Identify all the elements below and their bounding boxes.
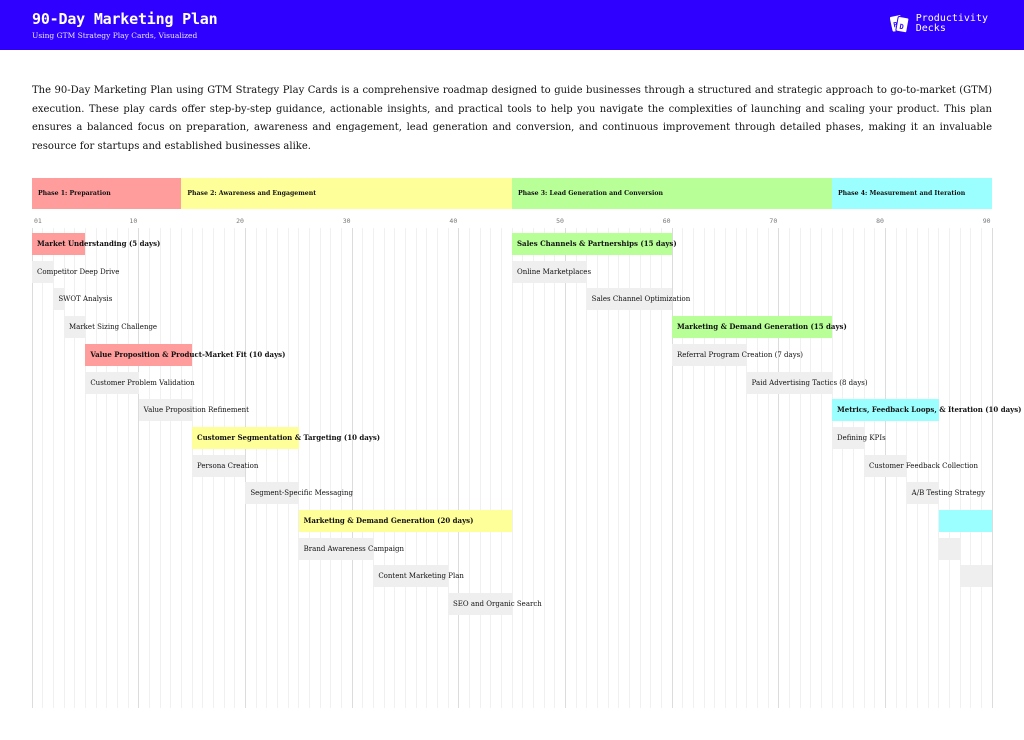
grid-line	[992, 228, 993, 708]
task-label: SWOT Analysis	[58, 295, 113, 304]
grid-line	[277, 228, 278, 708]
grid-line	[362, 228, 363, 708]
grid-line	[512, 228, 513, 708]
cards-icon	[890, 13, 910, 35]
task-label: Market Sizing Challenge	[69, 323, 158, 332]
svg-text:P: P	[892, 20, 899, 30]
grid-line	[533, 228, 534, 708]
task-label: Customer Problem Validation	[90, 378, 195, 387]
axis-tick-label: 80	[876, 217, 884, 225]
grid-line	[778, 228, 779, 708]
task-label: A/B Testing Strategy	[911, 489, 986, 498]
grid-line	[789, 228, 790, 708]
task-label: Segment-Specific Messaging	[250, 489, 353, 498]
grid-line	[746, 228, 747, 708]
grid-line	[522, 228, 523, 708]
page-title: 90-Day Marketing Plan	[32, 10, 218, 28]
header-bar	[0, 0, 1024, 50]
grid-line	[309, 228, 310, 708]
grid-line	[352, 228, 353, 708]
phase-band-4: Phase 4: Measurement and Iteration	[832, 178, 992, 209]
phase-band-1: Phase 1: Preparation	[32, 178, 181, 209]
axis-tick-label: 30	[342, 217, 351, 225]
task-label: Value Proposition & Product-Market Fit (10 days)	[90, 349, 286, 359]
grid-line	[288, 228, 289, 708]
grid-line	[42, 228, 43, 708]
page-subtitle: Using GTM Strategy Play Cards, Visualized	[32, 31, 198, 40]
brand-logo[interactable]	[890, 13, 988, 35]
phase-band-2: Phase 2: Awareness and Engagement	[181, 178, 512, 209]
grid-line	[544, 228, 545, 708]
task-label: Sales Channels & Partnerships (15 days)	[517, 239, 677, 248]
grid-line	[437, 228, 438, 708]
axis-tick-label: 10	[129, 217, 138, 225]
task-bar[interactable]	[960, 565, 992, 587]
logo-text-line2: Decks	[915, 23, 946, 34]
task-bar-group[interactable]	[939, 510, 992, 532]
task-label: Customer Feedback Collection	[869, 461, 979, 470]
task-label: SEO and Organic Search	[453, 600, 542, 609]
grid-line	[800, 228, 801, 708]
grid-line	[736, 228, 737, 708]
grid-line	[810, 228, 811, 708]
grid-line	[320, 228, 321, 708]
grid-line	[725, 228, 726, 708]
svg-text:D: D	[898, 22, 905, 32]
logo-text-line1: Productivity	[915, 13, 988, 24]
grid-line	[330, 228, 331, 708]
grid-line	[576, 228, 577, 708]
grid-line	[448, 228, 449, 708]
grid-line	[768, 228, 769, 708]
grid-line	[181, 228, 182, 708]
grid-line	[416, 228, 417, 708]
grid-line	[149, 228, 150, 708]
axis-tick-label: 01	[34, 217, 42, 225]
intro-paragraph: The 90-Day Marketing Plan using GTM Strategy Play Cards is a comprehensive roadmap designed to guide businesses through a structured and strategic approach to go-to-market (GTM) execution. These play cards offer step-by-step guidance, actionable insights, and practical tools to help you navigate the complexities of launching and scaling your product. This plan ensures a balanced focus on preparation, awareness and engagement, lead generation and conversion, and continuous improvement through detailed phases, making it an invaluable resource for startups and established businesses alike.	[32, 85, 992, 152]
grid-line	[373, 228, 374, 708]
grid-line	[298, 228, 299, 708]
task-label: Customer Segmentation & Targeting (10 days)	[197, 432, 381, 442]
axis-tick-label: 20	[236, 217, 244, 225]
grid-line	[426, 228, 427, 708]
axis-tick-label: 70	[769, 217, 778, 225]
axis-tick-label: 90	[982, 217, 991, 225]
grid-line	[490, 228, 491, 708]
grid-line	[565, 228, 566, 708]
axis-tick-label: 60	[662, 217, 671, 225]
task-label: Content Marketing Plan	[378, 572, 464, 581]
grid-line	[981, 228, 982, 708]
grid-line	[842, 228, 843, 708]
axis-tick-label: 50	[556, 217, 564, 225]
grid-line	[117, 228, 118, 708]
task-label: Persona Creation	[197, 461, 259, 470]
task-label: Market Understanding (5 days)	[37, 239, 161, 248]
task-label: Marketing & Demand Generation (20 days)	[303, 516, 474, 525]
grid-line	[128, 228, 129, 708]
grid-line	[501, 228, 502, 708]
axis-tick-label: 40	[449, 217, 458, 225]
grid-line	[394, 228, 395, 708]
grid-line	[693, 228, 694, 708]
task-label: Defining KPIs	[837, 433, 886, 442]
grid-line	[138, 228, 139, 708]
grid-line	[266, 228, 267, 708]
grid-line	[714, 228, 715, 708]
grid-line	[821, 228, 822, 708]
grid-line	[480, 228, 481, 708]
grid-line	[704, 228, 705, 708]
task-bar[interactable]	[939, 538, 960, 560]
grid-line	[458, 228, 459, 708]
task-label: Brand Awareness Campaign	[303, 544, 405, 553]
grid-line	[160, 228, 161, 708]
task-label: Referral Program Creation (7 days)	[677, 350, 803, 359]
grid-line	[384, 228, 385, 708]
grid-line	[32, 228, 33, 708]
phase-band-3: Phase 3: Lead Generation and Conversion	[512, 178, 832, 209]
task-label: Value Proposition Refinement	[143, 406, 249, 415]
task-label: Metrics, Feedback Loops, & Iteration (10 days)	[837, 405, 1022, 415]
grid-line	[170, 228, 171, 708]
task-label: Paid Advertising Tactics (8 days)	[751, 378, 868, 387]
grid-line	[405, 228, 406, 708]
grid-line	[832, 228, 833, 708]
grid-line	[341, 228, 342, 708]
task-label: Marketing & Demand Generation (15 days)	[677, 322, 847, 332]
grid-line	[853, 228, 854, 708]
grid-line	[469, 228, 470, 708]
grid-line	[757, 228, 758, 708]
task-label: Competitor Deep Drive	[37, 267, 120, 276]
grid-line	[554, 228, 555, 708]
task-label: Sales Channel Optimization	[591, 295, 691, 304]
task-label: Online Marketplaces	[517, 267, 592, 276]
